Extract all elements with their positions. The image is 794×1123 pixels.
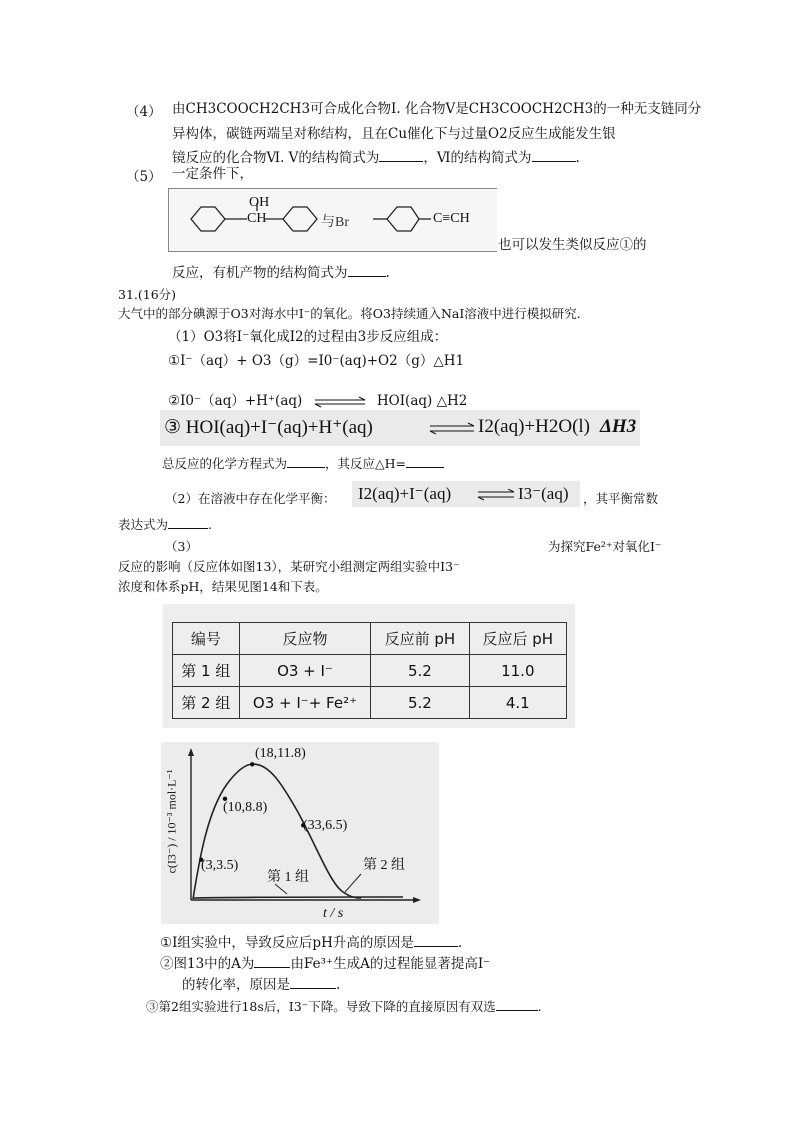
equilibrium-arrow (476, 489, 516, 501)
q31-part1: （1）O3将Ⅰ⁻氧化成Ⅰ2的过程由3步反应组成： (168, 329, 448, 345)
total-equation-line (162, 455, 444, 473)
answer-blank[interactable] (348, 264, 386, 277)
table-header: 反应后 pH (469, 623, 566, 655)
q4-line2: 异构体，碳链两端呈对称结构，且在Cu催化下与过量O2反应生成能发生银 (172, 126, 616, 142)
table-header: 反应物 (239, 623, 371, 655)
q5-number: （5） (126, 169, 162, 185)
q-a3 (146, 998, 542, 1016)
q-a3-end: . (537, 999, 542, 1014)
q-a1-text: ①Ⅰ组实验中，导致反应后pH升高的原因是 (160, 935, 414, 951)
q-a1-end: . (457, 935, 463, 951)
q31-part3-c: 浓度和体系pH，结果见图14和下表。 (118, 579, 328, 594)
q4-line3-b: ，Ⅵ的结构简式为 (423, 150, 532, 166)
step3-dh: ΔH3 (600, 416, 637, 437)
table-cell: O3 + I⁻+ Fe²⁺ (239, 687, 371, 719)
series-group1-line (193, 897, 403, 898)
mol-ch-label: CH (247, 211, 267, 226)
table-cell: 第 1 组 (173, 655, 240, 687)
q-a1 (160, 934, 462, 952)
p2d-text: . (208, 517, 212, 532)
mol-and-label: 与Br (321, 215, 349, 230)
q-a2-text-c: 的转化率，原因是 (182, 977, 290, 993)
q-a3-text: ③第2组实验进行18s后，Ⅰ3⁻下降。导致下降的直接原因有双选 (146, 999, 496, 1014)
table-cell: 第 2 组 (173, 687, 240, 719)
annotation: (10,8.8) (223, 800, 268, 815)
y-axis-label: c(I3⁻) / 10⁻³ mol·L⁻¹ (164, 769, 179, 874)
q5-line3-b: . (385, 265, 390, 281)
q31-part2: （2）在溶液中存在化学平衡： (165, 491, 336, 506)
step2-a: ②Ⅰ0⁻（aq）+H⁺(aq) (168, 393, 303, 409)
q4-line1: 由CH3COOCH2CH3可合成化合物Ⅰ. 化合物Ⅴ是CH3COOCH2CH3的一种无支链同分 (172, 101, 702, 117)
x-axis-arrow (413, 897, 421, 903)
step2-b: HOⅠ(aq) △H2 (376, 393, 468, 409)
data-point (250, 762, 254, 766)
table-header: 编号 (173, 623, 240, 655)
p2c-text: 表达式为 (118, 517, 169, 532)
molecule-image (168, 188, 497, 252)
annotation: (18,11.8) (255, 746, 306, 761)
y-axis-arrow (188, 748, 194, 756)
table-header: 反应前 pH (371, 623, 469, 655)
answer-blank[interactable] (406, 455, 444, 468)
step3-right: I2(aq)+H2O(l) (478, 416, 591, 437)
table-cell: 5.2 (371, 655, 469, 687)
ph-table (172, 622, 567, 719)
table-cell: 11.0 (469, 655, 566, 687)
table-cell: 4.1 (469, 687, 566, 719)
step3-image (160, 410, 640, 446)
eq2-left: I2(aq)+I⁻(aq) (358, 484, 452, 503)
table-row (173, 687, 567, 719)
q-a2 (160, 955, 490, 973)
q-a2-text: ②图13中的A为 (160, 956, 255, 972)
x-axis-label: t / s (323, 906, 344, 921)
q-a2-cont (182, 976, 340, 994)
group2-leader (345, 874, 361, 892)
chart-svg (161, 742, 439, 924)
table-header-row (173, 623, 567, 655)
q31-part3-b: 反应的影响（反应体如图13），某研究小组测定两组实验中Ⅰ3⁻ (118, 559, 460, 574)
table-cell: O3 + I⁻ (239, 655, 371, 687)
q5-line3 (172, 264, 390, 282)
answer-blank[interactable] (254, 955, 290, 968)
q5-line2: 也可以发生类似反应①的 (498, 237, 647, 253)
answer-blank[interactable] (379, 149, 423, 162)
answer-blank[interactable] (287, 455, 325, 468)
table-cell: 5.2 (371, 687, 469, 719)
step3-left: ③ HOI(aq)+I⁻(aq)+H⁺(aq) (164, 417, 373, 438)
answer-blank[interactable] (414, 934, 458, 947)
mol-tail-label: C≡CH (433, 211, 470, 226)
q31-step1: ①Ⅰ⁻（aq）+ O3（g）=Ⅰ0⁻(aq)+O2（g）△H1 (168, 353, 465, 369)
q-a2-end: . (336, 977, 341, 993)
legend-group2: 第 2 组 (363, 858, 405, 873)
answer-blank[interactable] (168, 516, 208, 529)
mol-oh-label: OH (249, 195, 270, 210)
q31-part3-num: （3） (165, 539, 198, 554)
ph-table-image (163, 604, 575, 728)
q5-line1: 一定条件下， (172, 166, 253, 182)
q4-number: （4） (126, 104, 162, 120)
legend-group1: 第 1 组 (267, 870, 309, 885)
q31-part3-a: 为探究Fe²⁺对氧化Ⅰ⁻ (548, 539, 662, 554)
concentration-chart (161, 742, 439, 924)
q31-step2 (168, 392, 467, 410)
q4-line3-a: 镜反应的化合物Ⅵ. Ⅴ的结构简式为 (172, 150, 380, 166)
equilibrium-arrow (428, 422, 476, 436)
answer-blank[interactable] (496, 998, 538, 1011)
annotation: (33,6.5) (303, 818, 348, 833)
q31-part2-c (118, 516, 212, 534)
q4-line3-c: . (575, 150, 580, 166)
q5-line3-a: 反应，有机产物的结构简式为 (172, 265, 348, 281)
answer-blank[interactable] (290, 976, 336, 989)
eq2-image (352, 481, 580, 507)
q31-intro: 大气中的部分碘源于O3对海水中Ⅰ⁻的氧化。将O3持续通入NaⅠ溶液中进行模拟研究. (118, 306, 581, 321)
total-b: ，其反应△H= (325, 456, 407, 471)
equilibrium-arrow (311, 396, 369, 408)
q-a2-text-b: 由Fe³⁺生成A的过程能显著提高Ⅰ⁻ (290, 956, 491, 972)
answer-blank[interactable] (532, 149, 576, 162)
eq2-right: I3⁻(aq) (518, 484, 569, 503)
total-a: 总反应的化学方程式为 (162, 456, 288, 471)
q31-head: 31.(16分) (118, 287, 177, 302)
q31-part2-b: ，其平衡常数 (583, 491, 659, 506)
table-row (173, 655, 567, 687)
annotation: (3,3.5) (201, 858, 239, 873)
